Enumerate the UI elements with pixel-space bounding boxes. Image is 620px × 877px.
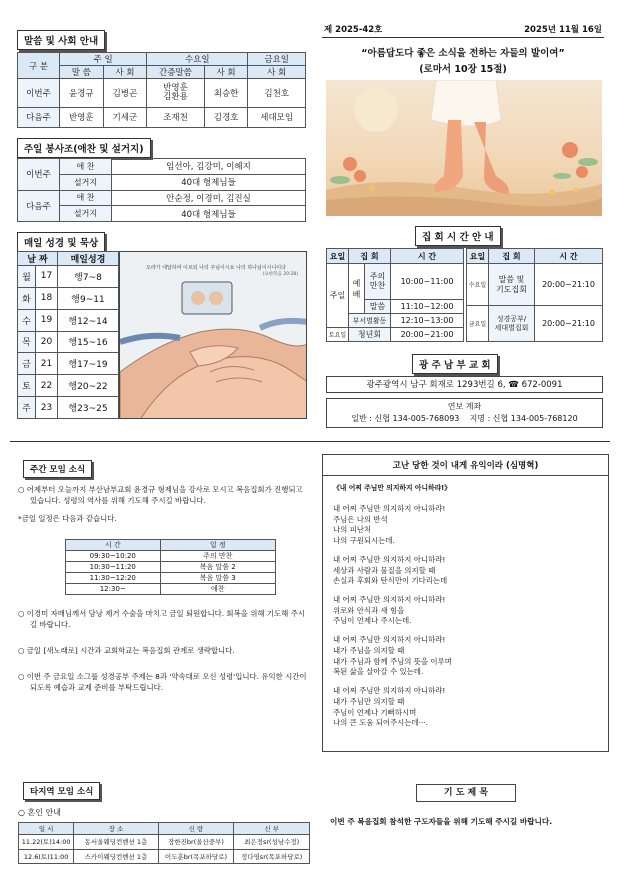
daily-header-reading: 매일성경 <box>58 252 119 266</box>
wedding-header: 신 랑 <box>158 823 234 835</box>
account-title: 연보 계좌 <box>447 402 482 411</box>
daily-date: 20 <box>36 331 58 353</box>
meeting-table-right <box>466 248 603 342</box>
wedding-groom: 이도훈br(목포하당로) <box>158 849 234 864</box>
poem-line: 위로와 안식과 새 힘을 <box>333 605 405 615</box>
duty-section-title: 말씀 및 사회 안내 <box>17 30 105 50</box>
prayer-title: 기 도 제 목 <box>416 784 516 802</box>
daily-header-date: 날 짜 <box>18 252 58 266</box>
schedule-item: 애찬 <box>160 584 276 595</box>
volunteer-type: 설거지 <box>60 206 112 222</box>
meeting-worship-label: 예 배 <box>349 264 365 314</box>
account-numbers: 일반 : 신협 134-005-768093 지명 : 신협 134-005-768120 <box>351 414 578 423</box>
poem-line: 내 어찌 주님만 의지하지 아니하랴! <box>333 635 446 645</box>
meeting-day-saturday: 토요일 <box>327 328 349 342</box>
wedding-when: 12.6(토)11:00 <box>19 849 74 864</box>
verse-block <box>322 45 604 75</box>
duty-sub-header: 말 씀 <box>60 66 104 79</box>
weekly-item-4: ○ 이번 주 금요일 소그룹 성경공부 주제는 8과 '약속대로 오신 성령'입니다. 유익한 시간이 되도록 예습과 교제 준비를 부탁드립니다. <box>18 672 307 693</box>
meeting-time: 12:10~13:00 <box>391 314 464 328</box>
weekly-content-2 <box>18 608 310 694</box>
duty-header-friday: 금요일 <box>248 53 306 66</box>
volunteer-section-title: 주일 봉사조(애찬 및 설거지) <box>17 138 151 158</box>
daily-reading: 행23~25 <box>58 397 119 419</box>
poem-line: 내 어찌 주님만 의지하지 아니하랴! <box>333 686 446 696</box>
duty-table <box>17 52 306 128</box>
poem-stanza <box>333 555 598 587</box>
meeting-name: 성경공부/ 세대별집회 <box>489 306 535 342</box>
duty-sub-header: 사 회 <box>103 66 147 79</box>
schedule-item: 복음 말씀 2 <box>160 562 276 573</box>
duty-cell: 반영훈 김환용 <box>147 79 205 108</box>
meeting-section-title: 집 회 시 간 안 내 <box>415 226 501 246</box>
poem-line: 내가 주님과 함께 주님의 뜻을 이루며 <box>333 656 452 666</box>
poem-line: 내 어찌 주님만 의지하지 아니하랴! <box>333 554 446 564</box>
daily-reading: 행20~22 <box>58 375 119 397</box>
poem-line: 주님은 나의 반석 <box>333 514 388 524</box>
poem-body <box>323 476 608 737</box>
schedule-time: 09:30~10:20 <box>66 551 161 562</box>
meeting-header: 요일 <box>467 249 489 264</box>
wedding-header: 장 소 <box>74 823 158 835</box>
schedule-item: 주의 만찬 <box>160 551 276 562</box>
poem-line: 내 어찌 주님만 의지하지 아니하랴! <box>333 503 446 513</box>
daily-date: 19 <box>36 309 58 331</box>
volunteer-table <box>17 158 306 222</box>
duty-cell: 기세군 <box>103 107 147 127</box>
poem-line: 주님이 언제나 주시는데. <box>333 616 412 626</box>
wedding-place: 스카이웨딩컨벤션 1층 <box>74 849 158 864</box>
poem-line: 손실과 후회와 탄식만이 기다리는데 <box>333 576 448 586</box>
verse-text: “아름답도다 좋은 소식을 전하는 자들의 발이여” <box>361 48 565 59</box>
volunteer-week: 다음주 <box>18 190 60 222</box>
poem-line: 복된 삶을 살아갈 수 있는데. <box>333 667 424 677</box>
wedding-bride: 정다영sr(목포하당로) <box>234 849 310 864</box>
meeting-name: 청년회 <box>349 328 391 342</box>
church-accounts-box <box>326 398 603 428</box>
volunteer-type: 애 찬 <box>60 190 112 206</box>
schedule-time: 12:30~ <box>66 584 161 595</box>
weekly-item-1: ○ 어제부터 오늘까지 부산남부교회 윤경규 형제님을 강사로 모시고 복음집회가 진행되고 있습니다. 성령의 역사를 위해 기도해 주시길 바랍니다. <box>18 485 303 506</box>
daily-reading: 행12~14 <box>58 309 119 331</box>
weekly-content <box>18 484 310 524</box>
poem-stanza <box>333 595 598 627</box>
meeting-time: 11:10~12:00 <box>391 300 464 314</box>
meeting-header: 시 간 <box>391 249 464 264</box>
duty-header-wednesday: 수요일 <box>147 53 248 66</box>
daily-date: 22 <box>36 375 58 397</box>
duty-cell: 최승한 <box>204 79 248 108</box>
volunteer-type: 설거지 <box>60 174 112 190</box>
schedule-header: 일 정 <box>160 540 276 551</box>
daily-date: 23 <box>36 397 58 419</box>
daily-date: 18 <box>36 287 58 309</box>
poem-line: 나의 피난처 <box>333 525 372 535</box>
duty-row-label: 다음주 <box>18 107 60 127</box>
weekly-schedule-intro: *금일 일정은 다음과 같습니다. <box>18 514 117 524</box>
church-name: 광 주 남 부 교 회 <box>412 354 498 374</box>
daily-day: 월 <box>18 266 36 288</box>
daily-reading: 행15~16 <box>58 331 119 353</box>
daily-day: 화 <box>18 287 36 309</box>
meeting-header: 시 간 <box>535 249 603 264</box>
section-divider <box>10 441 610 442</box>
illustration-caption-ref: (요한복음 20:28) <box>262 272 298 277</box>
daily-section-title: 매일 성경 및 묵상 <box>17 232 105 252</box>
wedding-place: 동서울웨딩컨벤션 1층 <box>74 835 158 850</box>
daily-reading: 행9~11 <box>58 287 119 309</box>
duty-row-label: 이번주 <box>18 79 60 108</box>
daily-date: 21 <box>36 353 58 375</box>
meeting-time: 20:00~21:10 <box>535 264 603 306</box>
daily-day: 목 <box>18 331 36 353</box>
schedule-time: 11:30~12:20 <box>66 573 161 584</box>
hands-illustration <box>119 251 307 419</box>
issue-date: 2025년 11월 16일 <box>524 25 602 35</box>
duty-cell: 반영훈 <box>60 107 104 127</box>
issue-number: 제 2025-42호 <box>324 25 383 35</box>
meeting-name: 말씀 및 기도집회 <box>489 264 535 306</box>
meeting-day: 금요일 <box>467 306 489 342</box>
regional-section-title: 타지역 모임 소식 <box>23 782 100 800</box>
church-address: 광주광역시 남구 회재로 1293번길 6, ☎ 672-0091 <box>326 376 603 393</box>
duty-col-group: 구 분 <box>18 53 60 79</box>
wedding-header: 신 부 <box>234 823 310 835</box>
duty-sub-header: 사 회 <box>248 66 306 79</box>
poem-line: 내 어찌 주님만 의지하지 아니하랴! <box>333 594 446 604</box>
daily-reading: 행17~19 <box>58 353 119 375</box>
feet-illustration <box>326 80 602 216</box>
schedule-item: 복음 말씀 3 <box>160 573 276 584</box>
poem-subtitle: 《내 어찌 주님만 의지하지 아니하랴!》 <box>333 484 452 492</box>
meeting-name: 주의 만찬 <box>365 264 391 300</box>
volunteer-names: 40대 형제님들 <box>112 174 306 190</box>
daily-day: 금 <box>18 353 36 375</box>
poem-line: 주님이 언제나 기뻐하시며 <box>333 707 417 717</box>
weekly-section-title: 주간 모임 소식 <box>23 460 92 478</box>
meeting-time: 10:00~11:00 <box>391 264 464 300</box>
meeting-time: 20:00~21:10 <box>535 306 603 342</box>
daily-day: 주 <box>18 397 36 419</box>
duty-header-sunday: 주 일 <box>60 53 147 66</box>
prayer-text: 이번 주 복음집회 참석한 구도자들을 위해 기도해 주시길 바랍니다. <box>330 817 553 826</box>
wedding-when: 11.22(토)14:00 <box>19 835 74 850</box>
poem-title: 고난 당한 것이 내게 유익이라 (심명혁) <box>323 455 608 476</box>
poem-stanza <box>333 686 598 729</box>
poem-line: 내가 주님을 의지할 때 <box>333 645 405 655</box>
meeting-table-left <box>326 248 464 342</box>
illustration-caption: 오라가 대답하여 이르되 나의 주님이시요 나의 하나님이시니이다 <box>146 265 286 271</box>
poem-line: 세상과 사람과 물질을 의지할 때 <box>333 565 436 575</box>
duty-cell: 김천호 <box>248 79 306 108</box>
issue-header <box>322 22 604 38</box>
volunteer-week: 이번주 <box>18 159 60 191</box>
duty-cell: 세대모임 <box>248 107 306 127</box>
duty-cell: 조재천 <box>147 107 205 127</box>
meeting-day: 수요일 <box>467 264 489 306</box>
meeting-name: 말씀 <box>365 300 391 314</box>
daily-table <box>17 251 119 419</box>
daily-day: 수 <box>18 309 36 331</box>
meeting-header: 집 회 <box>489 249 535 264</box>
daily-day: 토 <box>18 375 36 397</box>
volunteer-names: 안순정, 이경미, 김진실 <box>112 190 306 206</box>
poem-stanza <box>333 635 598 678</box>
meeting-day-sunday: 주일 <box>327 264 349 328</box>
duty-sub-header: 사 회 <box>204 66 248 79</box>
poem-stanza <box>333 504 598 547</box>
verse-reference: (로마서 10장 15절) <box>419 64 507 75</box>
wedding-bride: 최은정sr(성남수정) <box>234 835 310 850</box>
daily-date: 17 <box>36 266 58 288</box>
meeting-name: 부서별활동 <box>349 314 391 328</box>
schedule-header: 시 간 <box>66 540 161 551</box>
duty-sub-header: 간증말씀 <box>147 66 205 79</box>
duty-cell: 김경호 <box>204 107 248 127</box>
weekly-item-3: ○ 금일 [새노래로] 시간과 교회학교는 복음집회 관계로 생략합니다. <box>18 646 235 656</box>
meeting-header: 요일 <box>327 249 349 264</box>
duty-cell: 김병곤 <box>103 79 147 108</box>
schedule-time: 10:30~11:20 <box>66 562 161 573</box>
volunteer-names: 40대 형제님들 <box>112 206 306 222</box>
poem-line: 내가 주님만 의지할 때 <box>333 696 405 706</box>
wedding-title: ○ 혼인 안내 <box>18 808 61 817</box>
meeting-time: 20:00~21:00 <box>391 328 464 342</box>
wedding-groom: 장한진br(울산중부) <box>158 835 234 850</box>
poem-line: 나의 큰 도움 되어주시는데···. <box>333 718 428 728</box>
wedding-table <box>18 822 310 864</box>
wedding-header: 일 시 <box>19 823 74 835</box>
poem-box <box>322 454 609 752</box>
weekly-item-2: ○ 이경미 자매님께서 담낭 제거 수술을 마치고 금일 퇴원합니다. 회복을 위해 기도해 주시길 바랍니다. <box>18 609 305 630</box>
volunteer-type: 애 찬 <box>60 159 112 175</box>
schedule-table <box>65 539 276 593</box>
poem-line: 나의 구원되시는데. <box>333 536 395 546</box>
volunteer-names: 임선아, 김강미, 이혜지 <box>112 159 306 175</box>
meeting-header: 집 회 <box>349 249 391 264</box>
duty-cell: 윤경규 <box>60 79 104 108</box>
daily-reading: 행7~8 <box>58 266 119 288</box>
